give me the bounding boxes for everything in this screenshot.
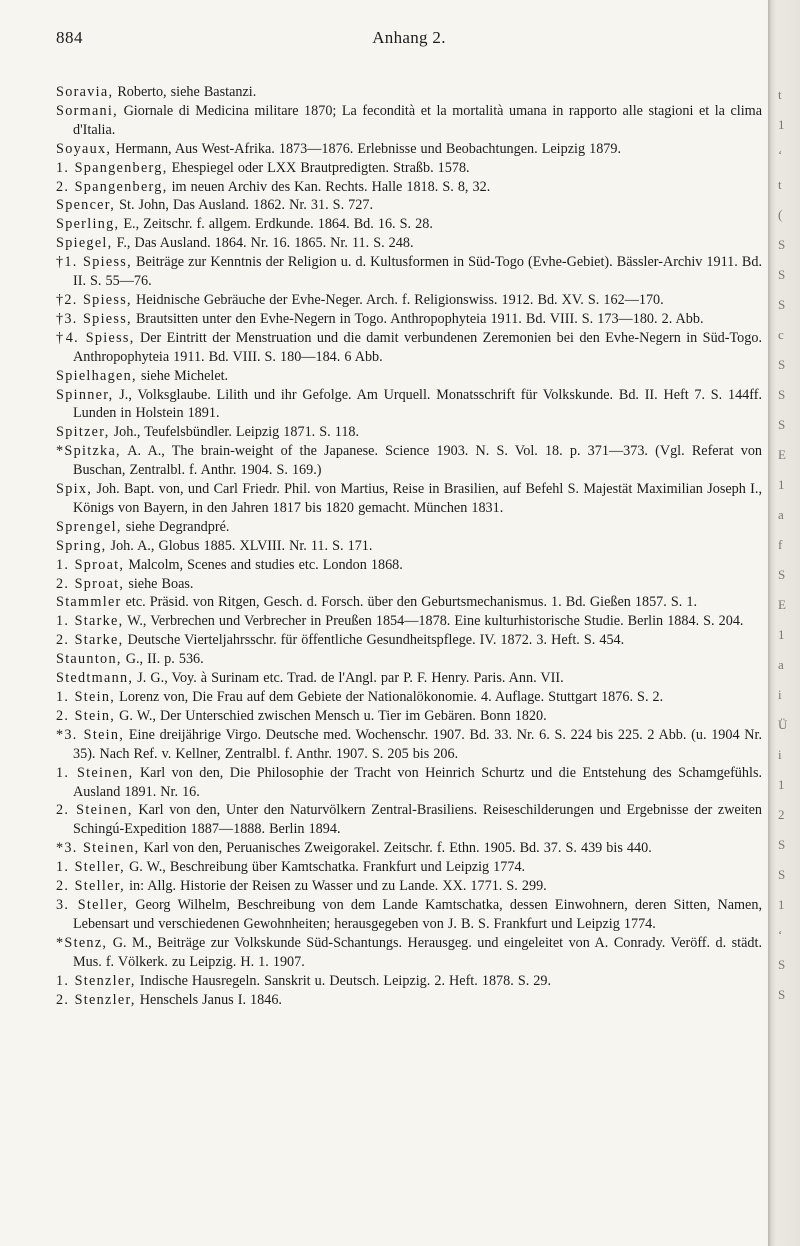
entry-author: †4. Spiess, [56,329,135,346]
entry-text: Karl von den, Die Philosophie der Tracht von Heinrich Schurtz und die Entstehung des Schamgefühls. Ausland 1891. Nr. 16. [73,764,763,800]
entry-text: Hermann, Aus West-Afrika. 1873—1876. Erlebnisse und Beobachtungen. Leipzig 1879. [115,140,622,157]
bibliography-entry [56,386,762,424]
bibliography-entry [56,877,762,896]
bibliography-entry [56,196,762,215]
bibliography-entry [56,612,762,631]
entry-text: Deutsche Vierteljahrsschr. für öffentliche Gesundheitspflege. IV. 1872. 3. Heft. S. 454. [127,632,625,649]
entry-text: Indische Hausregeln. Sanskrit u. Deutsch. Leipzig. 2. Heft. 1878. S. 29. [139,972,552,989]
adjacent-page-fragment: S [778,837,786,852]
entry-author: Spencer, [56,197,116,214]
entry-text: G. W., Der Unterschied zwischen Mensch u. Tier im Gebären. Bonn 1820. [119,707,547,724]
adjacent-page-fragment: S [778,957,786,972]
bibliography-entry [56,291,762,310]
bibliography-entry [56,839,762,858]
bibliography-entry [56,764,762,802]
bibliography-entry [56,140,762,159]
adjacent-page-fragment: S [778,357,786,372]
entry-text: F., Das Ausland. 1864. Nr. 16. 1865. Nr. 11. S. 248. [116,235,414,252]
bibliography-entry [56,631,762,650]
entry-author: 1. Starke, [56,613,124,630]
bibliography-entry [56,593,762,612]
entry-author: 1. Stenzler, [56,972,136,989]
adjacent-page-fragment: ʻ [778,927,783,942]
bibliography-entry [56,83,762,102]
entry-text: Lorenz von, Die Frau auf dem Gebiete der Nationalökonomie. 4. Auflage. Stuttgart 1876. S. 2. [119,689,664,705]
entry-author: Spinner, [56,386,114,403]
entry-author: Sperling, [56,216,120,233]
entry-text: Malcolm, Scenes and studies etc. London 1868. [128,556,403,573]
adjacent-page-fragment: Ü [778,717,788,732]
bibliography-entry [56,518,762,537]
entry-author: Staunton, [56,651,122,668]
entry-author: Soyaux, [56,140,112,157]
bibliography-entry [56,688,762,707]
bibliography-entry [56,367,762,386]
adjacent-page-fragment: a [778,507,784,522]
entry-author: Spring, [56,537,107,554]
entry-text: siehe Boas. [128,575,194,592]
bibliography-list [56,83,762,1009]
entry-author: †3. Spiess, [56,310,132,327]
adjacent-page-fragment: 2 [778,807,785,822]
entry-text: siehe Michelet. [140,367,229,384]
adjacent-page-fragment: S [778,867,786,882]
adjacent-page-fragment: i [778,747,782,762]
bibliography-entry [56,972,762,991]
adjacent-page-fragment: c [778,327,784,342]
adjacent-page-fragment: S [778,987,786,1002]
bibliography-entry [56,234,762,253]
entry-author: 2. Spangenberg, [56,178,168,195]
entry-text: Joh. Bapt. von, und Carl Friedr. Phil. von Martius, Reise in Brasilien, auf Befehl S. Majestät Maximilian Joseph I., Königs von Bayern, in den Jahren 1817 bis 1820 gemacht. München 1831. [73,481,762,516]
entry-author: *3. Stein, [56,726,125,743]
adjacent-page-fragment: S [778,417,786,432]
entry-author: 2. Steinen, [56,802,133,819]
adjacent-page-fragment: S [778,267,786,282]
adjacent-page-fragment: S [778,567,786,582]
bibliography-entry [56,858,762,877]
entry-author: 2. Starke, [56,632,124,649]
entry-author: Stammler [56,594,122,611]
entry-author: Spitzer, [56,424,110,441]
bibliography-entry [56,537,762,556]
adjacent-page-fragment: 1 [778,477,785,492]
entry-author: Spix, [56,481,93,498]
bibliography-entry [56,650,762,669]
adjacent-page-fragment: E [778,447,786,462]
entry-author: Spielhagen, [56,367,137,384]
entry-text: E., Zeitschr. f. allgem. Erdkunde. 1864. Bd. 16. S. 28. [123,216,433,233]
entry-text: Roberto, siehe Bastanzi. [117,84,257,100]
bibliography-entry [56,442,762,480]
adjacent-page-fragment: E [778,597,786,612]
adjacent-page-fragment: i [778,687,782,702]
entry-text: Georg Wilhelm, Beschreibung von dem Lande Kamtschatka, dessen Einwohnern, deren Sitten, Namen, Lebensart und verschiedenen Gewohnheiten; herausgegeben von J. B. S. Frankfurt und Leipzig 1774. [73,896,762,932]
entry-text: St. John, Das Ausland. 1862. Nr. 31. S. 727. [119,197,373,214]
entry-author: 1. Spangenberg, [56,159,168,176]
entry-author: Soravia, [56,84,114,100]
bibliography-entry [56,707,762,726]
entry-author: 1. Steller, [56,859,126,876]
entry-author: Sprengel, [56,518,122,535]
entry-text: Karl von den, Peruanisches Zweigorakel. Zeitschr. f. Ethn. 1905. Bd. 37. S. 439 bis 440. [143,840,652,857]
entry-text: Giornale di Medicina militare 1870; La fecondità et la mortalità umana in rapporto alle stagioni et la clima d'Italia. [73,102,762,138]
bibliography-entry [56,991,762,1010]
entry-author: †2. Spiess, [56,291,132,308]
bibliography-entry [56,726,762,764]
entry-author: Spiegel, [56,235,113,252]
adjacent-page-fragment: t [778,177,782,192]
adjacent-page-fragment: S [778,237,786,252]
adjacent-page-fragment: S [778,387,786,402]
adjacent-page-fragment: ( [778,207,783,222]
entry-author: 2. Sproat, [56,575,125,592]
entry-text: Karl von den, Unter den Naturvölkern Zentral-Brasiliens. Reiseschilderungen und Ergebnisse der zweiten Schingú-Expedition 1887—1888. Berlin 1894. [73,802,763,838]
entry-author: Stedtmann, [56,670,134,687]
entry-text: W., Verbrechen und Verbrecher in Preußen 1854—1878. Eine kulturhistorische Studie. Berlin 1884. S. 204. [127,613,744,630]
adjacent-page-fragment: f [778,537,783,552]
bibliography-entry [56,329,762,367]
adjacent-page-fragment: 1 [778,897,785,912]
entry-text: Henschels Janus I. 1846. [139,991,282,1008]
bibliography-entry [56,801,762,839]
bibliography-entry [56,423,762,442]
page-number: 884 [56,28,83,47]
adjacent-page-fragment: 1 [778,777,785,792]
entry-author: *Spitzka, [56,443,121,460]
entry-text: Heidnische Gebräuche der Evhe-Neger. Arch. f. Religionswiss. 1912. Bd. XV. S. 162—170. [135,291,664,308]
bibliography-entry [56,669,762,688]
entry-text: Eine dreijährige Virgo. Deutsche med. Wochenschr. 1907. Bd. 33. Nr. 6. S. 224 bis 225. 2 Abb. (u. 1904 Nr. 35). Nach Ref. v. Kellner, Zentralbl. f. Anthr. 1907. S. 205 bis 206. [73,726,763,762]
entry-author: 1. Sproat, [56,556,125,573]
entry-text: Ehespiegel oder LXX Brautpredigten. Straßb. 1578. [171,159,470,176]
entry-text: etc. Präsid. von Ritgen, Gesch. d. Forsch. über den Geburtsmechanismus. 1. Bd. Gießen 1857. S. 1. [125,594,697,611]
bibliography-entry [56,934,762,972]
entry-author: 1. Stein, [56,689,116,705]
adjacent-page-fragment: S [778,297,786,312]
entry-text: siehe Degrandpré. [125,518,230,535]
entry-text: G., II. p. 536. [125,651,204,668]
entry-text: G. M., Beiträge zur Volkskunde Süd-Schantungs. Herausgeg. und eingeleitet von A. Conrady. Veröff. d. städt. Mus. f. Völkerk. zu Leipzig. H. 1. 1907. [73,934,762,970]
bibliography-entry [56,102,762,140]
adjacent-page-fragment: 1 [778,627,785,642]
bibliography-entry [56,310,762,329]
adjacent-page-fragment: a [778,657,784,672]
entry-text: in: Allg. Historie der Reisen zu Wasser und zu Lande. XX. 1771. S. 299. [129,878,547,895]
bibliography-entry [56,480,762,518]
entry-author: 2. Steller, [56,878,126,895]
entry-author: †1. Spiess, [56,254,132,271]
entry-author: *Stenz, [56,934,108,951]
adjacent-page-fragment: t [778,87,782,102]
entry-text: A. A., The brain-weight of the Japanese. Science 1903. N. S. Vol. 18. p. 371—373. (Vgl. Referat von Buschan, Zentralbl. f. Anthr. 1904. S. 169.) [73,443,763,479]
entry-text: Der Eintritt der Menstruation und die damit verbundenen Zeremonien bei den Evhe-Negern in Süd-Togo. Anthropophyteia 1911. Bd. VIII. S. 180—184. 6 Abb. [73,329,762,365]
entry-author: 2. Stein, [56,707,116,724]
entry-text: im neuen Archiv des Kan. Rechts. Halle 1818. S. 8, 32. [171,178,491,195]
entry-text: J., Volksglaube. Lilith und ihr Gefolge. Am Urquell. Monatsschrift für Volkskunde. Bd. II. Heft 7. S. 144ff. Lunden in Holstein 1891. [73,386,763,422]
bibliography-entry [56,896,762,934]
entry-text: Joh. A., Globus 1885. XLVIII. Nr. 11. S. 171. [110,537,373,554]
entry-author: 2. Stenzler, [56,991,136,1008]
entry-author: 1. Steinen, [56,764,134,781]
bibliography-entry [56,253,762,291]
entry-author: Sormani, [56,102,119,119]
entry-text: Brautsitten unter den Evhe-Negern in Togo. Anthropophyteia 1911. Bd. VIII. S. 173—180. 2. Abb. [135,310,704,327]
page-header [56,28,762,50]
bibliography-entry [56,215,762,234]
adjacent-page-fragment: 1 [778,117,785,132]
bibliography-entry [56,178,762,197]
bibliography-entry [56,575,762,594]
entry-text: G. W., Beschreibung über Kamtschatka. Frankfurt und Leipzig 1774. [129,859,526,876]
entry-text: J. G., Voy. à Surinam etc. Trad. de l'Angl. par P. F. Henry. Paris. Ann. VII. [137,670,564,687]
bibliography-entry [56,556,762,575]
entry-author: *3. Steinen, [56,840,140,857]
adjacent-page-fragment: ʻ [778,147,783,162]
entry-author: 3. Steller, [56,896,129,913]
bibliography-entry [56,159,762,178]
entry-text: Joh., Teufelsbündler. Leipzig 1871. S. 118. [113,424,360,441]
running-head: Anhang 2. [372,28,446,47]
entry-text: Beiträge zur Kenntnis der Religion u. d. Kultusformen in Süd-Togo (Evhe-Gebiet). Bässler-Archiv 1911. Bd. II. S. 55—76. [73,254,762,290]
adjacent-page-fragments [778,80,800,1010]
